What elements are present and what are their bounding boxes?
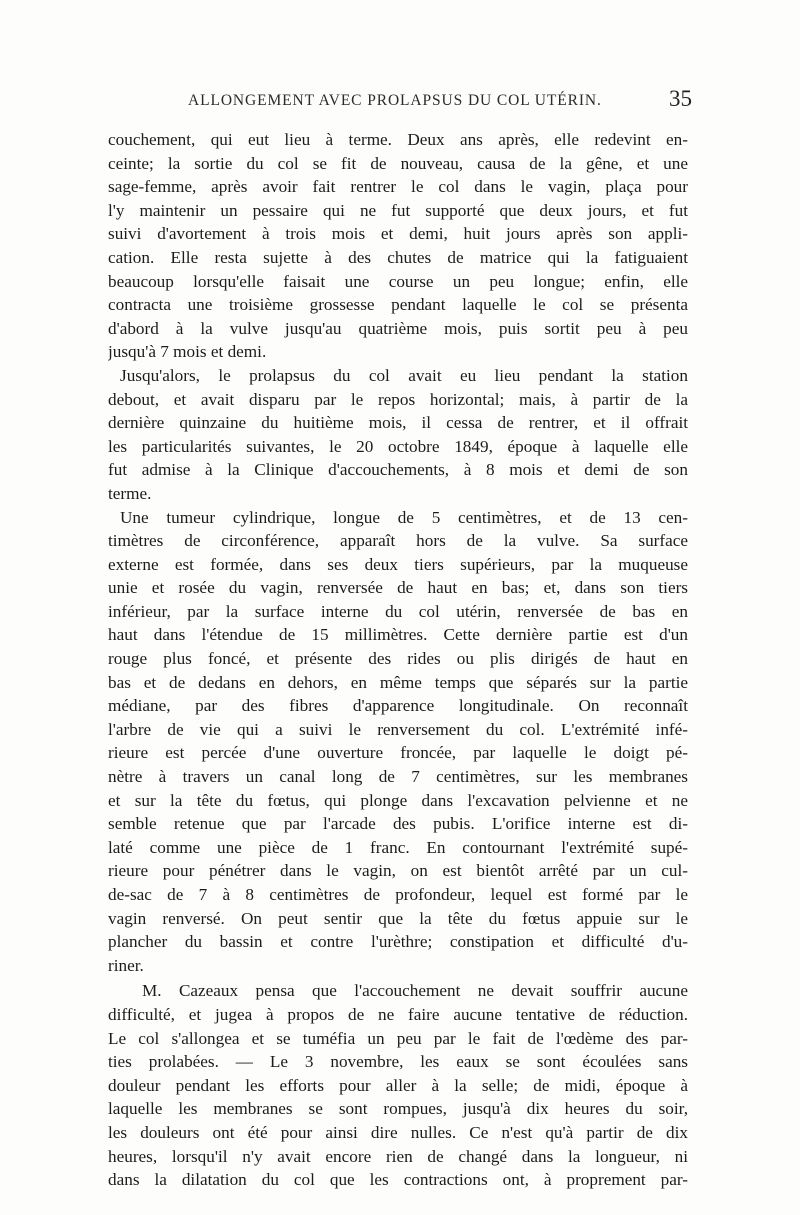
text-line: contracta une troisième grossesse pendant laquelle le col se présenta — [108, 295, 688, 315]
text-line: médiane, par des fibres d'apparence longitudinale. On reconnaît — [108, 696, 688, 716]
text-line: nètre à travers un canal long de 7 centimètres, sur les membranes — [108, 767, 688, 787]
paragraph-start: Une tumeur cylindrique, longue de 5 centimètres, et de 13 cen- — [120, 507, 688, 527]
text-line: semble retenue que par l'arcade des pubis. L'orifice interne est di- — [108, 814, 688, 834]
text-line: heures, lorsqu'il n'y avait encore rien de changé dans la longueur, ni — [108, 1146, 688, 1166]
text-line: haut dans l'étendue de 15 millimètres. Cette dernière partie est d'un — [108, 625, 688, 645]
text-line: Le col s'allongea et se tuméfia un peu par le fait de l'œdème des par- — [108, 1028, 688, 1048]
text-line: laquelle les membranes se sont rompues, jusqu'à dix heures du soir, — [108, 1099, 688, 1119]
text-line: couchement, qui eut lieu à terme. Deux ans après, elle redevint en- — [108, 130, 688, 149]
text-line: beaucoup lorsqu'elle faisait une course un peu longue; enfin, elle — [108, 271, 688, 291]
text-line: inférieur, par la surface interne du col utérin, renversée de bas en — [108, 601, 688, 621]
text-line: cation. Elle resta sujette à des chutes de matrice qui la fatiguaient — [108, 247, 688, 267]
text-line: l'arbre de vie qui a suivi le renversement du col. L'extrémité infé- — [108, 719, 688, 739]
running-header — [108, 86, 708, 120]
text-line: rieure est percée d'une ouverture froncée, par laquelle le doigt pé- — [108, 743, 688, 763]
text-line: vagin renversé. On peut sentir que la tête du fœtus appuie sur le — [108, 908, 688, 928]
text-line: timètres de circonférence, apparaît hors de la vulve. Sa surface — [108, 531, 688, 551]
text-line: l'y maintenir un pessaire qui ne fut supporté que deux jours, et fut — [108, 200, 688, 220]
text-line: riner. — [108, 955, 144, 975]
text-line: et sur la tête du fœtus, qui plonge dans l'excavation pelvienne et ne — [108, 790, 688, 810]
text-line: sage-femme, après avoir fait rentrer le col dans le vagin, plaça pour — [108, 177, 688, 197]
text-line: difficulté, et jugea à propos de ne faire aucune tentative de réduction. — [108, 1004, 688, 1024]
text-line: les particularités suivantes, le 20 octobre 1849, époque à laquelle elle — [108, 436, 688, 456]
page-number: 35 — [669, 86, 692, 111]
text-line: laté comme une pièce de 1 franc. En contournant l'extrémité supé- — [108, 837, 688, 857]
text-line: jusqu'à 7 mois et demi. — [108, 342, 267, 362]
text-line: dans la dilatation du col que les contractions ont, à proprement par- — [108, 1170, 688, 1190]
text-line: ceinte; la sortie du col se fit de nouveau, causa de la gêne, et une — [108, 153, 688, 173]
paragraph-start: Jusqu'alors, le prolapsus du col avait eu lieu pendant la station — [120, 365, 688, 385]
body-text — [108, 128, 688, 1192]
running-title: ALLONGEMENT AVEC PROLAPSUS DU COL UTÉRIN. — [188, 92, 602, 109]
text-line: d'abord à la vulve jusqu'au quatrième mois, puis sortit peu à peu — [108, 318, 688, 338]
text-line: terme. — [108, 483, 152, 503]
text-line: bas et de dedans en dehors, en même temps que séparés sur la partie — [108, 672, 688, 692]
text-line: douleur pendant les efforts pour aller à la selle; de midi, époque à — [108, 1075, 688, 1095]
text-line: externe est formée, dans ses deux tiers supérieurs, par la muqueuse — [108, 554, 688, 574]
text-line: rieure pour pénétrer dans le vagin, on est bientôt arrêté par un cul- — [108, 861, 688, 881]
paragraph-start: M. Cazeaux pensa que l'accouchement ne devait souffrir aucune — [142, 981, 688, 1001]
text-line: dernière quinzaine du huitième mois, il cessa de rentrer, et il offrait — [108, 413, 688, 433]
text-line: rouge plus foncé, et présente des rides ou plis dirigés de haut en — [108, 649, 688, 669]
text-line: les douleurs ont été pour ainsi dire nulles. Ce n'est qu'à partir de dix — [108, 1122, 688, 1142]
text-line: unie et rosée du vagin, renversée de haut en bas; et, dans son tiers — [108, 578, 688, 598]
text-line: plancher du bassin et contre l'urèthre; constipation et difficulté d'u- — [108, 932, 688, 952]
text-line: debout, et avait disparu par le repos horizontal; mais, à partir de la — [108, 389, 688, 409]
text-line: fut admise à la Clinique d'accouchements, à 8 mois et demi de son — [108, 460, 688, 480]
text-line: suivi d'avortement à trois mois et demi, huit jours après son appli- — [108, 224, 688, 244]
text-line: ties prolabées. — Le 3 novembre, les eaux se sont écoulées sans — [108, 1052, 688, 1072]
text-line: de-sac de 7 à 8 centimètres de profondeur, lequel est formé par le — [108, 885, 688, 904]
